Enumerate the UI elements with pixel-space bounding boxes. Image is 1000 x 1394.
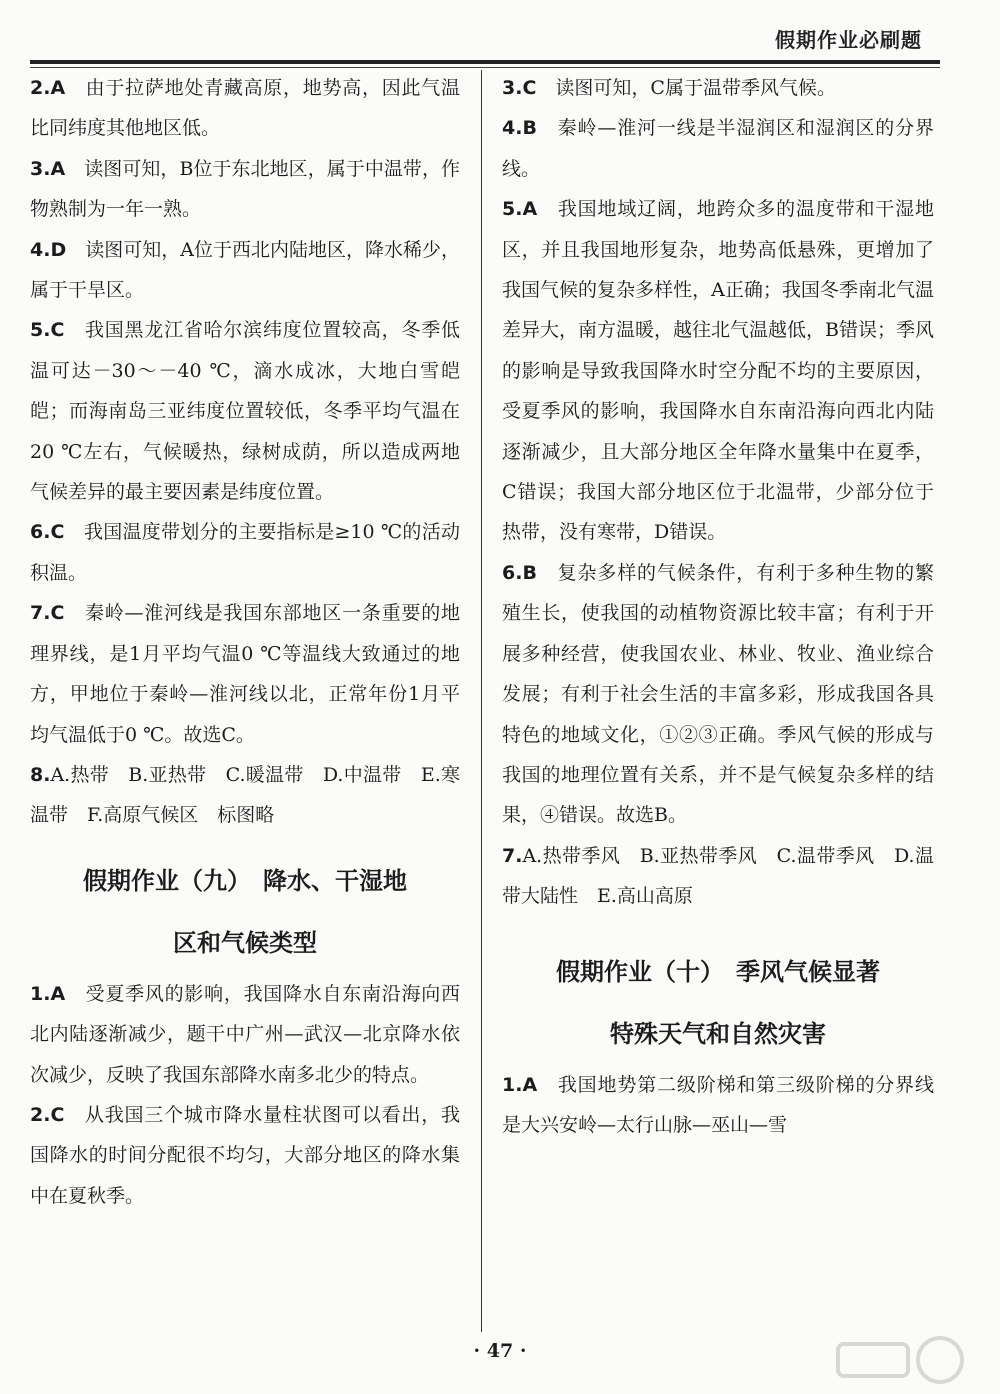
answer-item [30, 512, 460, 593]
answer-number: 2.C [30, 1103, 65, 1126]
answer-text: A.热带季风 B.亚热带季风 C.温带季风 D.温带大陆性 E.高山高原 [502, 844, 934, 908]
watermark-logo-icon [830, 1330, 970, 1390]
answer-item [30, 149, 460, 230]
answer-number: 1.A [502, 1073, 538, 1096]
answer-number: 8. [30, 763, 51, 786]
answer-number: 4.D [30, 238, 67, 261]
answer-number: 5.A [502, 198, 538, 221]
section-title-9-line2: 区和气候类型 [173, 928, 317, 957]
right-column [502, 68, 934, 1145]
answer-number: 1.A [30, 982, 66, 1005]
answer-number: 2.A [30, 77, 66, 99]
answer-number: 4.B [502, 117, 537, 140]
answer-text: A.热带 B.亚热带 C.暖温带 D.中温带 E.寒温带 F.高原气候区 标图略 [30, 763, 460, 827]
section-title-10-line1: 假期作业（十） 季风气候显著 [556, 957, 880, 986]
answer-number: 7. [502, 844, 523, 867]
column-divider [481, 70, 482, 1332]
answer-item [502, 553, 934, 836]
answer-item [30, 974, 460, 1095]
answer-item [30, 593, 460, 755]
answer-text: 秦岭—淮河一线是半湿润区和湿润区的分界线。 [502, 117, 934, 180]
answer-item [502, 1065, 934, 1146]
answer-text: 从我国三个城市降水量柱状图可以看出，我国降水的时间分配很不均匀，大部分地区的降水集中在夏秋季。 [30, 1103, 460, 1207]
answer-text: 由于拉萨地处青藏高原，地势高，因此气温比同纬度其他地区低。 [30, 77, 460, 140]
answer-number: 6.C [30, 521, 65, 544]
answer-number: 3.A [30, 157, 66, 180]
answer-text: 我国地势第二级阶梯和第三级阶梯的分界线是大兴安岭—太行山脉—巫山—雪 [502, 1073, 934, 1136]
answer-item [502, 108, 934, 189]
answer-number: 7.C [30, 602, 65, 625]
answer-text: 我国温度带划分的主要指标是≥10 ℃的活动积温。 [30, 521, 460, 584]
answer-item [30, 230, 460, 311]
answer-text: 我国黑龙江省哈尔滨纬度位置较高，冬季低温可达－30～－40 ℃，滴水成冰，大地白雪皑皑；而海南岛三亚纬度位置较低，冬季平均气温在20 ℃左右，气候暖热，绿树成荫，所以造成两地气候差异的最主要因素是纬度位置。 [30, 319, 460, 504]
answer-item [30, 68, 460, 149]
answer-text: 受夏季风的影响，我国降水自东南沿海向西北内陆逐渐减少，题干中广州—武汉—北京降水依次减少，反映了我国东部降水南多北少的特点。 [30, 982, 460, 1086]
answer-item [502, 189, 934, 553]
answer-item [30, 755, 460, 836]
answer-text: 读图可知，B位于东北地区，属于中温带，作物熟制为一年一熟。 [30, 157, 460, 221]
section-title-10-line2: 特殊天气和自然灾害 [610, 1019, 826, 1048]
answer-text: 读图可知，C属于温带季风气候。 [555, 77, 836, 99]
answer-number: 6.B [502, 561, 537, 584]
answer-number: 3.C [502, 77, 537, 99]
answer-item [30, 310, 460, 512]
answer-item [30, 1095, 460, 1216]
answer-item [502, 836, 934, 917]
answer-text: 秦岭—淮河线是我国东部地区一条重要的地理界线，是1月平均气温0 ℃等温线大致通过的地方，甲地位于秦岭—淮河线以北，正常年份1月平均气温低于0 ℃。故选C。 [30, 602, 460, 746]
answer-text: 读图可知，A位于西北内陆地区，降水稀少，属于干旱区。 [30, 238, 460, 302]
answer-number: 5.C [30, 319, 65, 342]
answer-item [502, 68, 934, 108]
running-header: 假期作业必刷题 [775, 28, 922, 52]
page-number: · 47 · [473, 1340, 527, 1362]
answer-text: 我国地域辽阔，地跨众多的温度带和干湿地区，并且我国地形复杂，地势高低悬殊，更增加了我国气候的复杂多样性，A正确；我国冬季南北气温差异大，南方温暖，越往北气温越低，B错误；季风的影响是导致我国降水时空分配不均的主要原因，受夏季风的影响，我国降水自东南沿海向西北内陆逐渐减少，且大部分地区全年降水量集中在夏季，C错误；我国大部分地区位于北温带，少部分位于热带，没有寒带，D错误。 [502, 198, 934, 544]
left-column [30, 68, 460, 1216]
header-rule-thick [30, 60, 940, 64]
answer-text: 复杂多样的气候条件，有利于多种生物的繁殖生长，使我国的动植物资源比较丰富；有利于开展多种经营，使我国农业、林业、牧业、渔业综合发展；有利于社会生活的丰富多彩，形成我国各具特色的地域文化，①②③正确。季风气候的形成与我国的地理位置有关系，并不是气候复杂多样的结果，④错误。故选B。 [502, 561, 934, 827]
section-title-9-line1: 假期作业（九） 降水、干湿地 [83, 866, 407, 895]
